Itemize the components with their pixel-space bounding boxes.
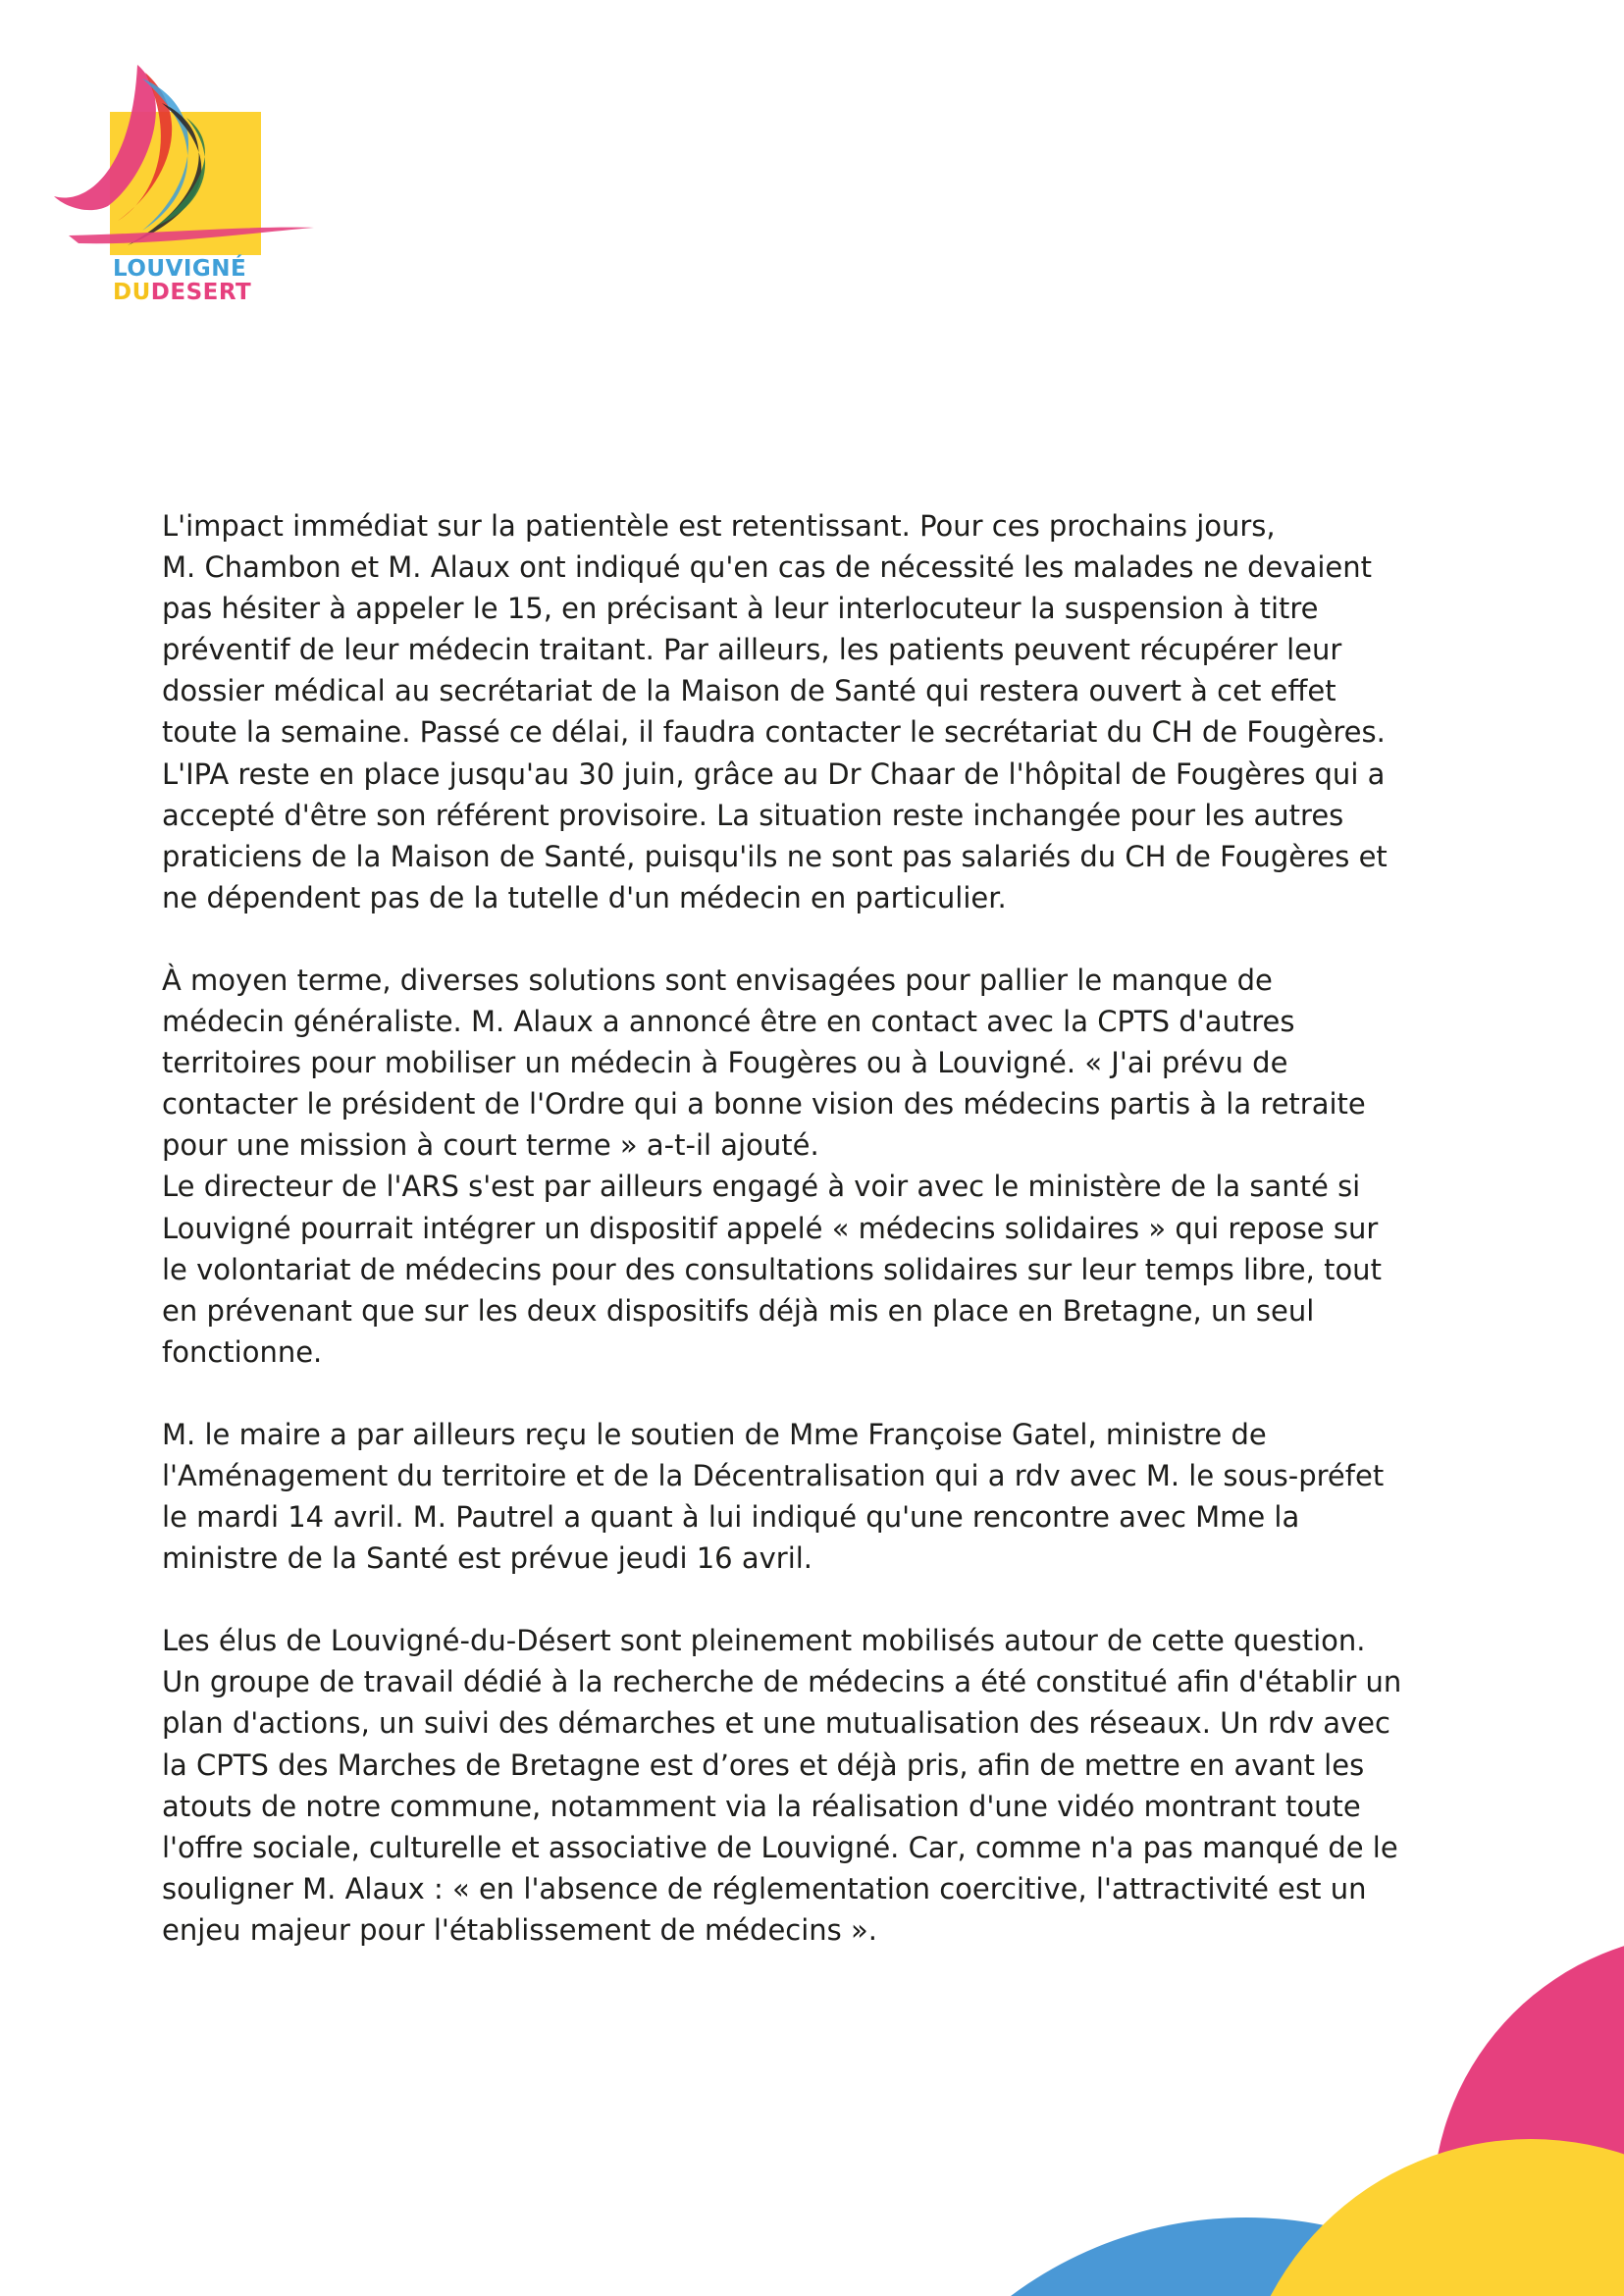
paragraph-elus: Les élus de Louvigné-du-Désert sont pleinement mobilisés autour de cette question. Un groupe de travail dédié à la recherche de médecins a été constitué afin d'établir un plan d'actions, un suivi des démarches et une mutualisation des réseaux. Un rdv avec la CPTS des Marches de Bretagne est d’ores et déjà pris, afin de mettre en avant les atouts de notre commune, notamment via la réalisation d'une vidéo montrant toute l'offre sociale, culturelle et associative de Louvigné. Car, comme n'a pas manqué de le souligner M. Alaux : « en l'absence de réglementation coercitive, l'attractivité est un enjeu majeur pour l'établissement de médecins ».: [162, 1624, 1402, 1947]
logo-text-du: DU: [113, 280, 151, 305]
logo-text-desert: DESERT: [150, 280, 252, 305]
yellow-circle: [1236, 2139, 1624, 2296]
logo-text-louvigne: LOUVIGNÉ: [113, 256, 247, 282]
sail-logo-icon: [49, 59, 324, 255]
paragraph-moyen-terme: À moyen terme, diverses solutions sont envisagées pour pallier le manque de médecin généraliste. M. Alaux a annoncé être en contact avec la CPTS d'autres territoires pour mobiliser un médecin à Fougères ou à Louvigné. « J'ai prévu de contacter le président de l'Ordre qui a bonne vision des médecins partis à la retraite pour une mission à court terme » a-t-il ajouté.: [162, 963, 1366, 1163]
article-body: [162, 505, 1477, 1992]
logo-text-du-desert: [113, 282, 251, 304]
paragraph-ars: Le directeur de l'ARS s'est par ailleurs engagé à voir avec le ministère de la santé si Louvigné pourrait intégrer un dispositif appelé « médecins solidaires » qui repose sur le volontariat de médecins pour des consultations solidaires sur leur temps libre, tout en prévenant que sur les deux dispositifs déjà mis en place en Bretagne, un seul fonctionne.: [162, 1170, 1382, 1369]
paragraph-soutien: M. le maire a par ailleurs reçu le soutien de Mme Françoise Gatel, ministre de l'Aménagement du territoire et de la Décentralisation qui a rdv avec M. le sous-préfet le mardi 14 avril. M. Pautrel a quant à lui indiqué qu'une rencontre avec Mme la ministre de la Santé est prévue jeudi 16 avril.: [162, 1417, 1385, 1576]
blue-circle: [854, 2218, 1624, 2296]
town-logo[interactable]: [49, 59, 324, 314]
paragraph-impact: L'impact immédiat sur la patientèle est retentissant. Pour ces prochains jours, M. Chambon et M. Alaux ont indiqué qu'en cas de nécessité les malades ne devaient pas hésiter à appeler le 15, en précisant à leur interlocuteur la suspension à titre préventif de leur médecin traitant. Par ailleurs, les patients peuvent récupérer leur dossier médical au secrétariat de la Maison de Santé qui restera ouvert à cet effet toute la semaine. Passé ce délai, il faudra contacter le secrétariat du CH de Fougères. L'IPA reste en place jusqu'au 30 juin, grâce au Dr Chaar de l'hôpital de Fougères qui a accepté d'être son référent provisoire. La situation reste inchangée pour les autres praticiens de la Maison de Santé, puisqu'ils ne sont pas salariés du CH de Fougères et ne dépendent pas de la tutelle d'un médecin en particulier.: [162, 509, 1388, 914]
